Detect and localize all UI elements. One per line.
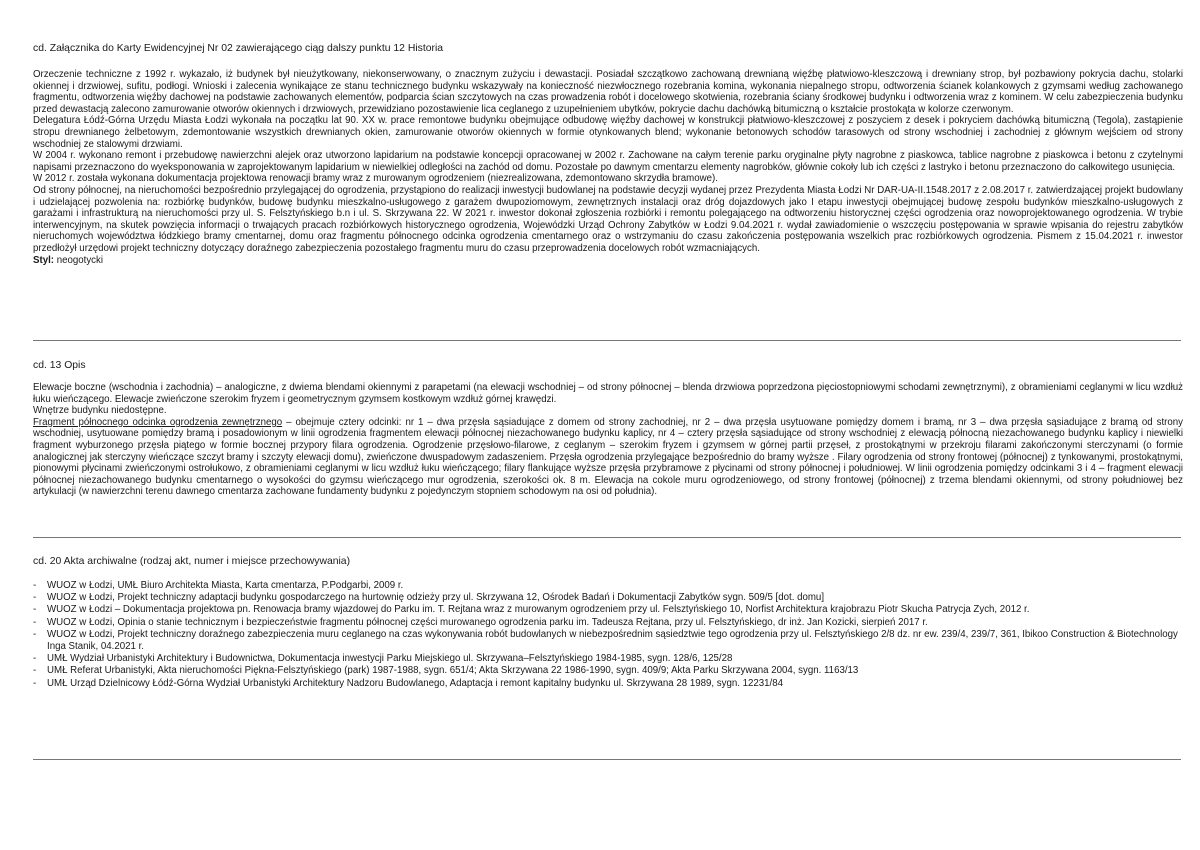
section-divider	[33, 340, 1181, 341]
list-item: - UMŁ Urząd Dzielnicowy Łódź-Górna Wydział Urbanistyki Architektury Nadzoru Budowlanego, Adaptacja i remont kapitalny budynku ul. Skrzywana 28 1989, sygn. 12231/84	[33, 677, 784, 689]
styl-line	[33, 255, 1183, 267]
list-item: - WUOZ w Łodzi, Opinia o stanie technicznym i bezpieczeństwie fragmentu północnej części murowanego ogrodzenia parku im. Tadeusza Rejtana, przy ul. Felsztyńskiego, dr inż. Jan Kozicki, sierpień 2017 r.	[33, 616, 928, 628]
akta-section	[33, 580, 1183, 690]
bullet-dash: -	[33, 580, 37, 591]
list-item: - WUOZ w Łodzi – Dokumentacja projektowa pn. Renowacja bramy wjazdowej do Parku im. T. Rejtana wraz z murowanym ogrodzeniem przy ul. Felsztyńskiego 10, Norfist Architektura krajobrazu Piotr Skucha Patrycja Zych, 2012 r.	[33, 604, 1030, 616]
bullet-dash: -	[33, 677, 37, 689]
section-divider	[33, 537, 1181, 538]
opis-section	[33, 382, 1183, 498]
fence-fragment-heading: Fragment północnego odcinka ogrodzenia zewnętrznego	[33, 416, 283, 428]
opis-paragraph: Elewacje boczne (wschodnia i zachodnia) – analogiczne, z dwiema blendami okiennymi z parapetami (na elewacji wschodniej – od strony północnej – blenda drzwiowa poprzedzona pięciostopniowymi schodami zewnętrznymi), z obramieniami ceglanymi w licu wzdłuż łuku wieńczącego. Elewacje zwieńczone szerokim fryzem i geometrycznym gzymsem kostkowym wzdłuż górnej krawędzi.	[33, 382, 1183, 405]
akta-list	[33, 580, 1183, 690]
opis-title: cd. 13 Opis	[33, 360, 86, 371]
section-divider	[33, 759, 1181, 760]
historia-paragraph: W 2004 r. wykonano remont i przebudowę nawierzchni alejek oraz utworzono lapidarium na podstawie koncepcji opracowanej w 2002 r. Zachowane na całym terenie parku oryginalne płyty nagrobne z piaskowca, tablice nagrobne z piaskowca i betonu z czytelnymi napisami przeznaczono do wyeksponowania w zaprojektowanym lapidarium w niewielkiej odległości na zachód od domu. Pozostałe po dawnym cmentarzu elementy nagrobków, głównie cokoły lub ich części z lastryko i betonu przeznaczono do całkowitego usunięcia.	[33, 150, 1183, 173]
akta-title: cd. 20 Akta archiwalne (rodzaj akt, numer i miejsce przechowywania)	[33, 556, 351, 567]
bullet-dash: -	[33, 592, 37, 604]
styl-label: Styl:	[33, 254, 54, 266]
list-item: - WUOZ w Łodzi, Projekt techniczny adaptacji budynku gospodarczego na hurtownię odzieży przy ul. Skrzywana 12, Ośrodek Badań i Dokumentacji Zabytków sygn. 509/5 [dot. domu]	[33, 592, 825, 604]
styl-value: neogotycki	[54, 254, 104, 266]
bullet-dash: -	[33, 665, 37, 677]
fence-fragment-text: – obejmuje cztery odcinki: nr 1 – dwa przęsła sąsiadujące z domem od strony zachodniej, nr 2 – dwa przęsła usytuowane pomiędzy domem i bramą, nr 3 – dwa przęsła sąsiadujące z bramą od strony wschodniej, usytuowane pomiędzy bramą i posadowionym w linii ogrodzenia fragmentem elewacji północnej niezachowanego budynku kaplicy, nr 4 – cztery przęsła sąsiadujące od strony wschodniej z elewacją północną niezachowanego budynku kaplicy i niewielki fragment wyburzonego przęsła piątego w formie bocznej przypory filara ogrodzenia. Ogrodzenie przęsłowo-filarowe, z ceglanym – szerokim fryzem i gzymsem w górnej partii przęseł, z prostokątnymi w przekroju filarami zakończonymi sterczynami (o formie analogicznej jak sterczyny wieńczące szczyt bramy i szczyty elewacji domu), zwieńczone dwuspadowym zadaszeniem. Przęsła ogrodzenia przylegające bezpośrednio do bramy wyższe . Filary ogrodzenia od strony frontowej (północnej) z tynkowanymi, prostokątnymi, pionowymi płycinami zwieńczonymi ostrołukowo, z obramieniami ceglanymi w licu wzdłuż łuku wieńczącego; filary flankujące wyższe przęsła przybramowe z płycinami od strony północnej i południowej. W linii ogrodzenia pomiędzy odcinkami 3 i 4 – fragment elewacji północnej niezachowanego budynku cmentarnego o wysokości do gzymsu wieńczącego mur ogrodzenia, szerokości ok. 8 m. Elewacja na cokole muru ogrodzeniowego, od strony frontowej (północnej) z trzema blendami okiennymi, od strony południowej bez artykulacji (w nawierzchni terenu dawnego cmentarza zachowane fundamenty budynku z pojedynczym stopniem schodowym na osi od południa).	[33, 416, 1183, 498]
historia-paragraph: Delegatura Łódź-Górna Urzędu Miasta Łodzi wykonała na początku lat 90. XX w. prace remontowe budynku obejmujące odbudowę więźby dachowej w konstrukcji płatwiowo-kleszczowej z poszyciem z desek i pokryciem dachówką bitumiczną (Tegola), zastąpienie stropu drewnianego żelbetowym, zdemontowanie wszystkich drewnianych okien, zamurowanie otworów okiennych w formie otynkowanych blend; wykonanie betonowych schodów tarasowych od strony wschodniej i zachodniej z głównym wejściem od strony wschodniej ze stalowymi drzwiami.	[33, 115, 1183, 150]
bullet-dash: -	[33, 616, 37, 628]
document-page	[33, 0, 1183, 850]
list-item: - UMŁ Wydział Urbanistyki Architektury i Budownictwa, Dokumentacja inwestycji Parku Miejskiego ul. Skrzywana–Felsztyńskiego 1984-1985, sygn. 128/6, 125/28	[33, 653, 733, 665]
bullet-dash: -	[33, 604, 37, 616]
opis-paragraph: Wnętrze budynku niedostępne.	[33, 405, 167, 417]
list-item: - WUOZ w Łodzi, UMŁ Biuro Architekta Miasta, Karta cmentarza, P.Podgarbi, 2009 r.	[33, 580, 404, 591]
historia-section	[33, 69, 1183, 266]
list-item: - WUOZ w Łodzi, Projekt techniczny doraźnego zabezpieczenia muru ceglanego na czas wykonywania robót budowlanych w niebezpośrednim sąsiedztwie tego ogrodzenia przy ul. Felsztyńskiego 2/8 dz. nr ew. 239/4, 239/7, 361, Ibikoo Construction & Biotechnology Inga Stanik, 04.2021 r.	[33, 628, 1178, 653]
list-item: - UMŁ Referat Urbanistyki, Akta nieruchomości Piękna-Felsztyńskiego (park) 1987-1988, sygn. 651/4; Akta Skrzywana 22 1986-1990, sygn. 409/9; Akta Parku Skrzywana 2004, sygn. 1163/13	[33, 665, 859, 677]
opis-paragraph	[33, 417, 1183, 498]
historia-paragraph: W 2012 r. została wykonana dokumentacja projektowa renowacji bramy wraz z murowanym ogrodzeniem (niezrealizowana, zdemontowano skrzydła bramowe).	[33, 173, 718, 185]
bullet-dash: -	[33, 653, 37, 665]
bullet-dash: -	[33, 628, 37, 640]
annex-title: cd. Załącznika do Karty Ewidencyjnej Nr 02 zawierającego ciąg dalszy punktu 12 Historia	[33, 43, 444, 54]
historia-paragraph: Orzeczenie techniczne z 1992 r. wykazało, iż budynek był nieużytkowany, niekonserwowany, o znacznym zużyciu i dewastacji. Posiadał szczątkowo zachowaną drewnianą więźbę płatwiowo-kleszczową i drewniany strop, był pozbawiony pokrycia dachu, stolarki okiennej i drzwiowej, sufitu, podłogi. Wnioski i zalecenia wynikające ze stanu technicznego budynku wskazywały na konieczność niezwłocznego rozebrania komina, wykonania niepalnego stropu, odtworzenia ścianek kolankowych z gzymsami według zachowanego fragmentu, odtworzenia więźby dachowej na podstawie zachowanych elementów, podparcia ścian szczytowych na czas prowadzenia robót i docelowego skotwienia, rozebrania ściany środkowej budynku i odtworzenia wraz z kominem. W celu zabezpieczenia budynku przed dewastacją zalecono zamurowanie otworów okiennych i drzwiowych, przewidziano pozostawienie lica ceglanego z uzupełnieniem ubytków, pokrycie dachu dachówką bitumiczną o kształcie prostokąta w kolorze czerwonym.	[33, 69, 1183, 115]
historia-paragraph: Od strony północnej, na nieruchomości bezpośrednio przylegającej do ogrodzenia, przystąpiono do realizacji inwestycji budowlanej na podstawie decyzji wydanej przez Prezydenta Miasta Łodzi Nr DAR-UA-II.1548.2017 z 2.08.2017 r. zatwierdzającej projekt budowlany i udzielającej pozwolenia na: rozbiórkę budynków, budowę budynku mieszkalno-usługowego z garażem dwupoziomowym, zewnętrznych instalacji oraz dróg dojazdowych jako I etapu inwestycji obejmującej budowę zespołu budynków mieszkalno-usługowych z garażami i infrastrukturą na nieruchomości przy ul. S. Felsztyńskiego b.n i ul. S. Skrzywana 22. W 2021 r. inwestor dokonał zgłoszenia rozbiórki i remontu polegającego na odtworzeniu historycznej części ogrodzenia oraz nowoprojektowanego ogrodzenia. W trybie interwencyjnym, na skutek powzięcia informacji o trwających pracach rozbiórkowych historycznego ogrodzenia, Wojewódzki Urząd Ochrony Zabytków w Łodzi 9.04.2021 r. wydał zawiadomienie o wszczęciu postępowania w sprawie wpisania do rejestru zabytków nieruchomych województwa łódzkiego bramy cmentarnej, domu oraz fragmentu północnego odcinka ogrodzenia cmentarnego oraz o wstrzymaniu do czasu zakończenia postępowania wszelkich prac rozbiórkowych ogrodzenia. Pismem z 15.04.2021 r. inwestor przedłożył urzędowi projekt techniczny dotyczący doraźnego zabezpieczenia pozostałego fragmentu muru do czasu przeprowadzenia docelowych robót wzmacniających.	[33, 184, 1183, 254]
